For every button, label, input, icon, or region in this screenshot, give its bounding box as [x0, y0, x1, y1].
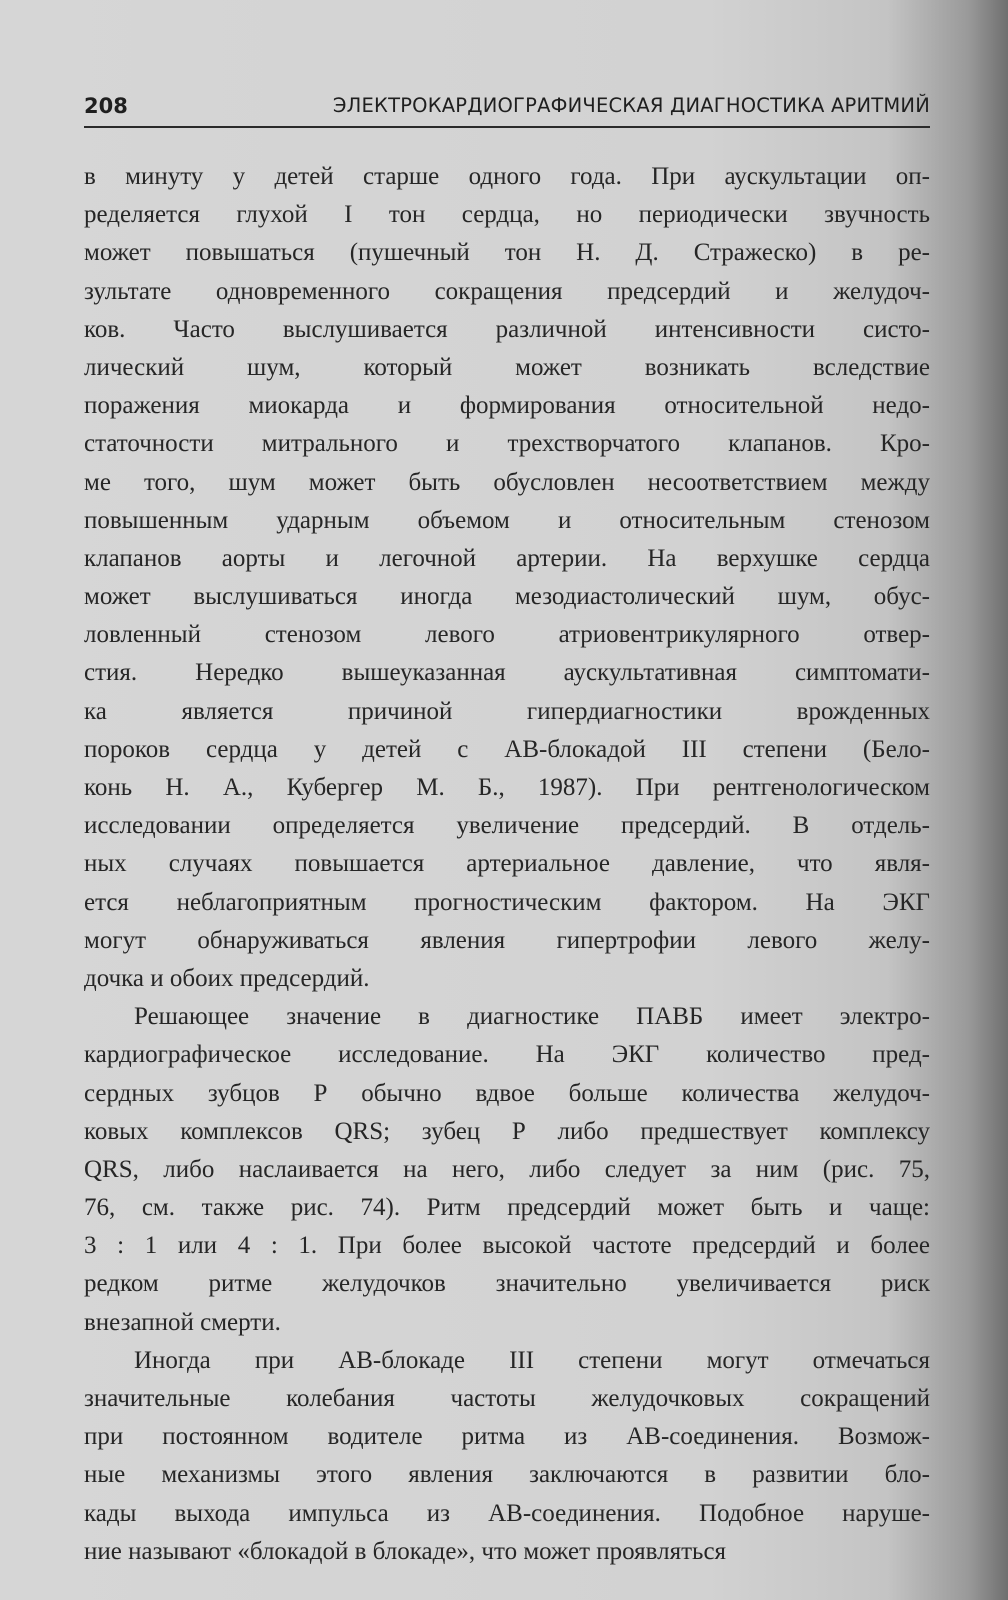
- text-line: поражения миокарда и формирования относительной недо-: [84, 392, 930, 420]
- text-line: может повышаться (пушечный тон Н. Д. Стражеско) в ре-: [84, 239, 930, 267]
- text-line: ковых комплексов QRS; зубец Р либо предшествует комплексу: [84, 1117, 930, 1145]
- text-line: при постоянном водителе ритма из АВ-соединения. Возмож-: [84, 1423, 930, 1451]
- text-line: QRS, либо наслаивается на него, либо следует за ним (рис. 75,: [84, 1155, 930, 1183]
- text-line: внезапной смерти.: [84, 1308, 281, 1336]
- text-line: ные механизмы этого явления заключаются в развитии бло-: [84, 1461, 930, 1489]
- page-number: 208: [84, 94, 128, 118]
- running-title: ЭЛЕКТРОКАРДИОГРАФИЧЕСКАЯ ДИАГНОСТИКА АРИТМИЙ: [332, 94, 930, 117]
- page-header: [84, 90, 930, 128]
- text-line: 76, см. также рис. 74). Ритм предсердий может быть и чаще:: [84, 1194, 930, 1222]
- text-line: ределяется глухой I тон сердца, но периодически звучность: [84, 201, 930, 229]
- text-line: ние называют «блокадой в блокаде», что может проявляться: [84, 1537, 727, 1565]
- text-line: сердных зубцов Р обычно вдвое больше количества желудоч-: [84, 1079, 930, 1107]
- text-line: клапанов аорты и легочной артерии. На верхушке сердца: [84, 544, 930, 572]
- text-line: зультате одновременного сокращения предсердий и желудоч-: [84, 277, 930, 305]
- text-line: 3 : 1 или 4 : 1. При более высокой частоте предсердий и более: [84, 1232, 930, 1260]
- text-line: ка является причиной гипердиагностики врожденных: [84, 697, 930, 725]
- text-line: кардиографическое исследование. На ЭКГ количество пред-: [84, 1041, 930, 1069]
- text-line: конь Н. А., Кубергер М. Б., 1987). При рентгенологическом: [84, 774, 930, 801]
- text-line: значительные колебания частоты желудочковых сокращений: [84, 1385, 930, 1412]
- text-line: ных случаях повышается артериальное давление, что явля-: [84, 850, 930, 878]
- text-line: статочности митрального и трехстворчатого клапанов. Кро-: [84, 430, 930, 458]
- paragraph: [84, 158, 930, 998]
- text-line: исследовании определяется увеличение предсердий. В отдель-: [84, 812, 930, 840]
- text-line: ется неблагоприятным прогностическим фактором. На ЭКГ: [84, 888, 930, 916]
- paragraph: [84, 998, 930, 1342]
- text-line: ме того, шум может быть обусловлен несоответствием между: [84, 468, 930, 496]
- text-line: в минуту у детей старше одного года. При аускультации оп-: [84, 163, 930, 190]
- text-line: лический шум, который может возникать вследствие: [84, 353, 930, 381]
- text-line: дочка и обоих предсердий.: [84, 964, 370, 992]
- text-line: Иногда при АВ-блокаде III степени могут отмечаться: [134, 1346, 930, 1374]
- text-line: ловленный стенозом левого атриовентрикулярного отвер-: [84, 621, 930, 649]
- text-line: стия. Нередко вышеуказанная аускультативная симптомати-: [84, 659, 930, 687]
- text-line: пороков сердца у детей с АВ-блокадой III степени (Бело-: [84, 735, 930, 763]
- paragraph: [84, 1342, 930, 1571]
- text-line: повышенным ударным объемом и относительным стенозом: [84, 506, 930, 534]
- text-line: кады выхода импульса из АВ-соединения. Подобное наруше-: [84, 1499, 930, 1527]
- text-line: могут обнаруживаться явления гипертрофии левого желу-: [84, 926, 930, 954]
- text-line: редком ритме желудочков значительно увеличивается риск: [84, 1270, 930, 1298]
- text-line: ков. Часто выслушивается различной интенсивности систо-: [84, 315, 930, 343]
- body-text: [84, 158, 930, 1571]
- text-line: Решающее значение в диагностике ПАВБ имеет электро-: [134, 1003, 930, 1031]
- text-line: может выслушиваться иногда мезодиастолический шум, обус-: [84, 583, 930, 611]
